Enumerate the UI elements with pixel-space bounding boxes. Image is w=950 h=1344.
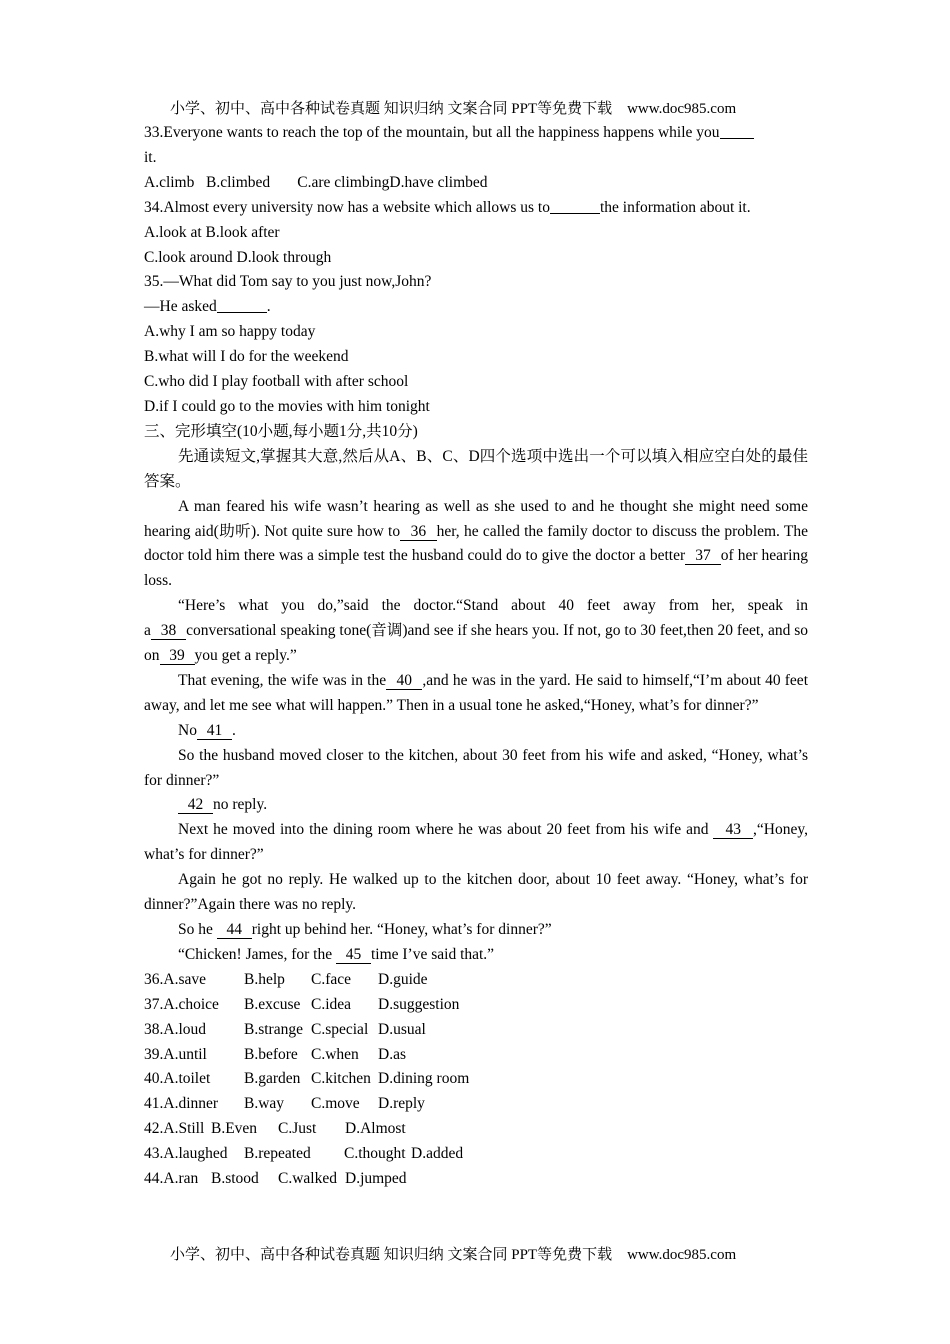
options-38: 38.A.loud B.strange C.special D.usual bbox=[144, 1020, 426, 1038]
q35-option-c: C.who did I play football with after school bbox=[144, 373, 409, 391]
section-3-title: 三、完形填空(10小题,每小题1分,共10分) bbox=[144, 422, 418, 440]
options-39: 39.A.until B.before C.when D.as bbox=[144, 1045, 406, 1063]
passage-paragraph-8: Again he got no reply. He walked up to the kitchen door, about 10 feet away. “Honey, what’s for dinner?”Again there was no reply. bbox=[144, 871, 808, 914]
passage-paragraph-4: No 41 . bbox=[178, 721, 236, 739]
q34-stem: 34.Almost every university now has a website which allows us to bbox=[144, 198, 550, 216]
q33-option-c: C.are climbing bbox=[297, 173, 390, 191]
blank-40: 40 bbox=[386, 672, 422, 690]
blank-38: 38 bbox=[151, 622, 186, 640]
q34-options-line-1: A.look at B.look after bbox=[144, 223, 280, 241]
q34-stem-end: the information about it. bbox=[599, 198, 751, 216]
q33-blank bbox=[720, 122, 754, 139]
q35-reply-end: . bbox=[266, 298, 271, 316]
passage-paragraph-6: 42 no reply. bbox=[144, 793, 808, 818]
options-41: 41.A.dinner B.way C.move D.reply bbox=[144, 1095, 425, 1113]
q34-blank bbox=[550, 197, 600, 214]
options-44: 44.A.ran B.stood C.walked D.jumped bbox=[144, 1170, 407, 1188]
cloze-options bbox=[144, 968, 808, 1192]
q35-option-a: A.why I am so happy today bbox=[144, 323, 316, 341]
blank-37: 37 bbox=[685, 547, 721, 565]
q34-options-line-2: C.look around D.look through bbox=[144, 248, 332, 266]
blank-41: 41 bbox=[197, 722, 232, 740]
q33-stem-end: it. bbox=[144, 148, 157, 166]
q33-options bbox=[144, 171, 808, 196]
question-35 bbox=[144, 270, 808, 419]
cloze-passage bbox=[144, 495, 808, 968]
q33-option-d: D.have climbed bbox=[389, 173, 488, 191]
passage-paragraph-10: “Chicken! James, for the 45 time I’ve said that.” bbox=[178, 945, 495, 963]
q35-blank bbox=[217, 296, 267, 313]
blank-39: 39 bbox=[160, 647, 195, 665]
passage-paragraph-1: A man feared his wife wasn’t hearing as well as she used to and he thought she might need some hearing aid(助听). Not quite sure how to 36 her, he called the family doctor to discuss the problem. The doctor told him there was a simple test the husband could do to give the doctor a better 37 of her hearing loss. bbox=[144, 497, 808, 590]
options-40: 40.A.toilet B.garden C.kitchen D.dining room bbox=[144, 1070, 470, 1088]
blank-44: 44 bbox=[217, 921, 252, 939]
passage-paragraph-3: That evening, the wife was in the 40 ,and he was in the yard. He said to himself,“I’m about 40 feet away, and let me see what will happen.” Then in a usual tone he asked,“Honey, what’s for dinner?” bbox=[144, 671, 808, 714]
page-footer: 小学、初中、高中各种试卷真题 知识归纳 文案合同 PPT等免费下载 www.doc985.com bbox=[170, 1247, 737, 1263]
blank-42: 42 bbox=[178, 796, 213, 814]
options-37: 37.A.choice B.excuse C.idea D.suggestion bbox=[144, 995, 460, 1013]
q33-option-a: A.climb bbox=[144, 173, 195, 191]
passage-paragraph-5: So the husband moved closer to the kitchen, about 30 feet from his wife and asked, “Honey, what’s for dinner?” bbox=[144, 746, 808, 789]
q35-stem: 35.—What did Tom say to you just now,John? bbox=[144, 273, 432, 291]
blank-45: 45 bbox=[336, 946, 371, 964]
passage-paragraph-7: Next he moved into the dining room where he was about 20 feet from his wife and 43 ,“Honey, what’s for dinner?” bbox=[144, 821, 808, 864]
q35-option-d: D.if I could go to the movies with him tonight bbox=[144, 397, 430, 415]
section-3-instruction: 先通读短文,掌握其大意,然后从A、B、C、D四个选项中选出一个可以填入相应空白处的最佳答案。 bbox=[144, 447, 808, 490]
question-34 bbox=[144, 196, 808, 271]
q33-option-b: B.climbed bbox=[206, 173, 271, 191]
blank-36: 36 bbox=[400, 523, 437, 541]
question-33 bbox=[144, 121, 808, 196]
page-header: 小学、初中、高中各种试卷真题 知识归纳 文案合同 PPT等免费下载 www.doc985.com bbox=[170, 101, 737, 117]
q35-reply: —He asked bbox=[144, 298, 217, 316]
options-42: 42.A.Still B.Even C.Just D.Almost bbox=[144, 1120, 406, 1138]
blank-43: 43 bbox=[713, 821, 753, 839]
passage-paragraph-2: “Here’s what you do,”said the doctor.“Stand about 40 feet away from her, speak in a 38 conversational speaking tone(音调)and see if she hears you. If not, go to 30 feet,then 20 feet, and so on 39 you get a reply.” bbox=[144, 597, 809, 665]
q35-option-b: B.what will I do for the weekend bbox=[144, 348, 349, 366]
passage-paragraph-9: So he 44 right up behind her. “Honey, what’s for dinner?” bbox=[178, 921, 552, 938]
options-36: 36.A.save B.help C.face D.guide bbox=[144, 970, 428, 988]
exam-content bbox=[144, 121, 808, 1192]
q33-stem: 33.Everyone wants to reach the top of the mountain, but all the happiness happens while you bbox=[144, 124, 720, 141]
options-43: 43.A.laughed B.repeated C.thought D.added bbox=[144, 1145, 464, 1163]
